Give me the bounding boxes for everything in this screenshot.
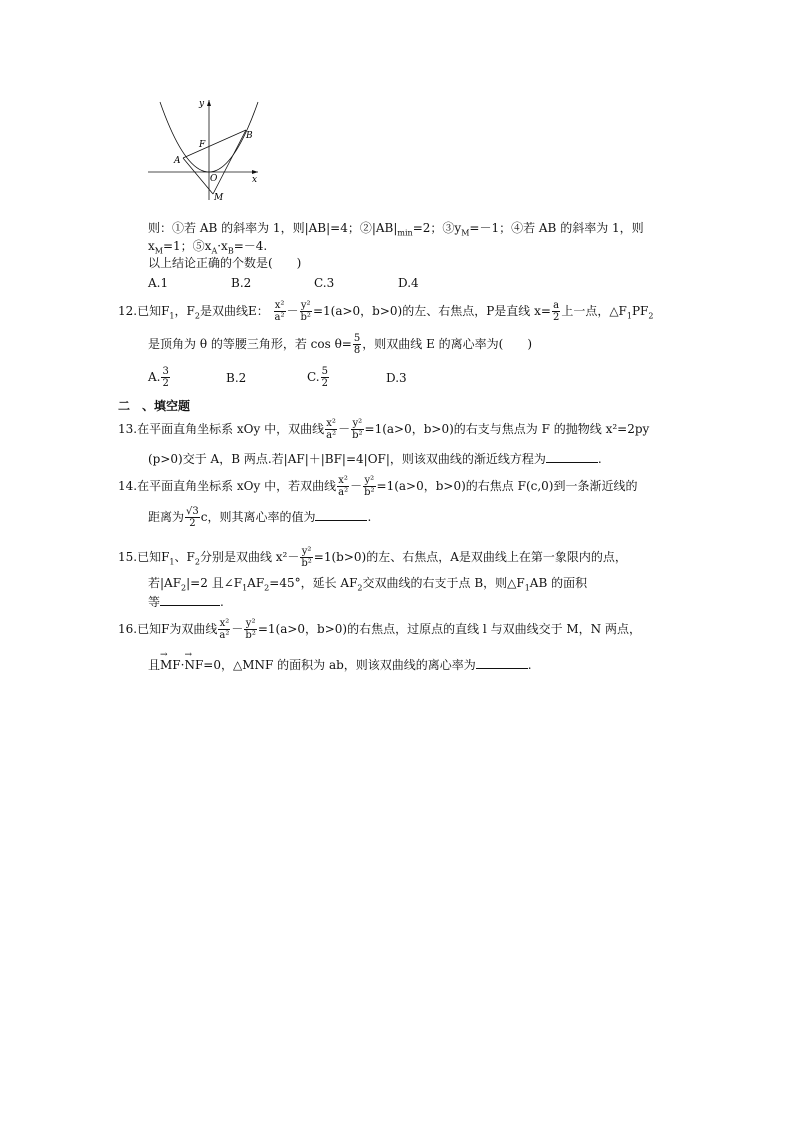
- q15-line3: 等 .: [148, 595, 224, 609]
- q13-answer-blank[interactable]: [546, 452, 598, 463]
- label-o: O: [210, 174, 218, 184]
- vector-nf: → NF: [184, 657, 203, 673]
- q14-answer-blank[interactable]: [315, 510, 367, 521]
- q12-line2: 是顶角为 θ 的等腰三角形，若 cos θ= $\frac{5}{8}$ ，则双曲线 E 的离心率为( ): [148, 333, 533, 356]
- q13-line1: 13.在平面直角坐标系 xOy 中，双曲线 $\frac{\text{x²}}{\text{a²}}$ － $\frac{\text{y²}}{\text{b²}}$ =1(a>0，b>0)的右支与焦点为 F 的抛物线 x²=2py: [118, 418, 650, 441]
- q11-option-a: A.1: [148, 276, 169, 290]
- parabola-figure: [140, 92, 270, 204]
- q12-option-c: C. $\frac{5}{2}$: [307, 366, 328, 389]
- q11-line3: 以上结论正确的个数是( ): [148, 256, 302, 270]
- label-x: x: [252, 175, 258, 185]
- q15-line1: 15.已知$F_1$、$F_2$分别是双曲线 x²－ $\frac{\text{y²}}{\text{b²}}$ =1(b>0)的左、右焦点，A是双曲线上在第一象限内的点，: [118, 546, 627, 569]
- q16-line2: 且→ MF·→ NF=0，△MNF 的面积为 ab，则该双曲线的离心率为 .: [148, 657, 532, 673]
- q12-line1: 12.已知$F_1$，$F_2$是双曲线E： $\frac{\text{x²}}{\text{a²}}$ － $\frac{\text{y²}}{\text{b²}}$ =1(a>0，b>0)的左、右焦点，P是直线 x= $\frac{a}{2}$ 上一点，$\triangle F_1PF_2$: [118, 300, 654, 323]
- q11-option-d: D.4: [398, 276, 419, 290]
- section-fill-blank-heading: 二 、填空题: [118, 399, 191, 413]
- q14-line1: 14.在平面直角坐标系 xOy 中，若双曲线 $\frac{\text{x²}}{\text{a²}}$ － $\frac{\text{y²}}{\text{b²}}$ =1(a>0，b>0)的右焦点 F(c,0)到一条渐近线的: [118, 475, 638, 498]
- label-f: F: [199, 140, 206, 150]
- q13-line2: (p>0)交于 A，B 两点.若|AF|＋|BF|=4|OF|，则该双曲线的渐近线方程为 .: [148, 452, 602, 466]
- chord-ab: [183, 130, 246, 158]
- q12-option-a: A. $\frac{3}{2}$: [148, 366, 169, 389]
- label-m: M: [214, 193, 224, 203]
- q11-line2: $x_M=1$；$⑤x_A\cdot x_B=-4$.: [148, 239, 268, 256]
- q15-answer-blank[interactable]: [160, 595, 220, 606]
- q11-option-c: C.3: [314, 276, 335, 290]
- q11-line1: 则：①若 AB 的斜率为 1，则|AB|=4；$②|AB|_{min}=2$；$③y_M=-1$；④若 AB 的斜率为 1，则: [148, 221, 644, 238]
- q16-answer-blank[interactable]: [476, 658, 528, 669]
- q15-line2: 若$|AF_2|=2$ 且$\angle F_1AF_2=45^\circ$，延长 $AF_2$交双曲线的右支于点 B，则$\triangle F_1AB$ 的面积: [148, 576, 588, 593]
- tangent-bm: [213, 130, 246, 194]
- tangent-am: [183, 158, 213, 194]
- label-b: B: [246, 131, 253, 141]
- label-y: y: [199, 99, 205, 109]
- q16-line1: 16.已知F为双曲线 $\frac{\text{x²}}{\text{a²}}$ － $\frac{\text{y²}}{\text{b²}}$ =1(a>0，b>0)的右焦点，过原点的直线 l 与双曲线交于 M，N 两点，: [118, 618, 641, 641]
- q12-option-d: D.3: [386, 371, 407, 385]
- vector-mf: → MF: [160, 657, 181, 673]
- q14-line2: 距离为 $\frac{√3}{2}$ c，则其离心率的值为 .: [148, 506, 372, 529]
- q12-option-b: B.2: [226, 371, 247, 385]
- q11-option-b: B.2: [231, 276, 252, 290]
- label-a: A: [174, 156, 181, 166]
